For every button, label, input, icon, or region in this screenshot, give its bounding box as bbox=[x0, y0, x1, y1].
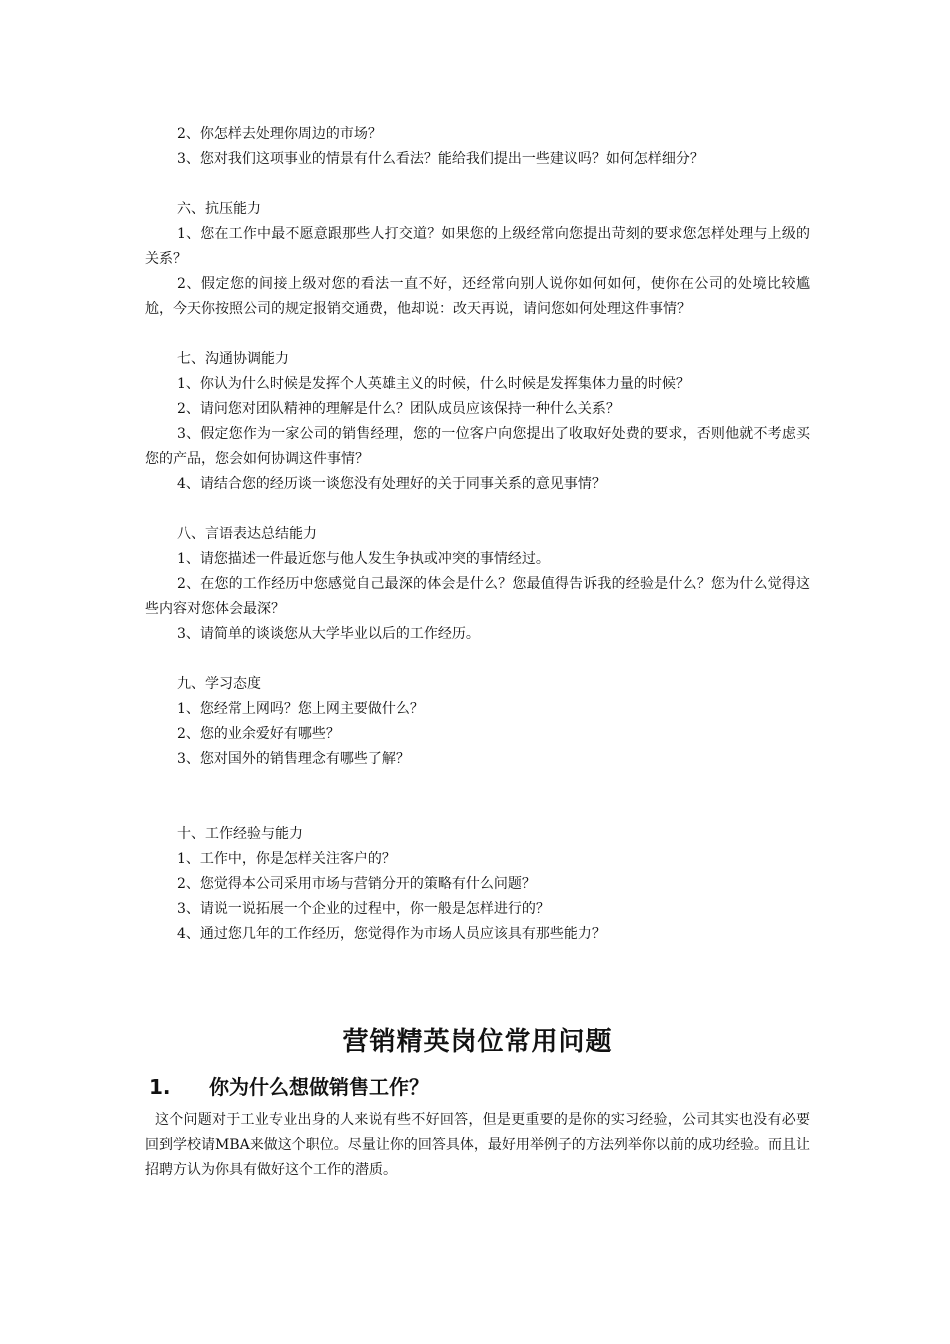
section-heading: 九、学习态度 bbox=[177, 676, 261, 692]
question-number: 1. bbox=[149, 1075, 171, 1099]
spacer bbox=[145, 772, 810, 822]
question-line: 2、假定您的间接上级对您的看法一直不好，还经常向别人说你如何如何，使你在公司的处境比较尴尬，今天你按照公司的规定报销交通费，他却说：改天再说，请问您如何处理这件事情？ bbox=[145, 276, 810, 317]
spacer bbox=[145, 497, 810, 522]
document-body bbox=[145, 122, 810, 1183]
question-line: 2、您的业余爱好有哪些？ bbox=[177, 726, 340, 742]
question-line: 3、假定您作为一家公司的销售经理，您的一位客户向您提出了收取好处费的要求，否则他就不考虑买您的产品，您会如何协调这件事情？ bbox=[145, 426, 810, 467]
question-heading bbox=[145, 1070, 810, 1104]
spacer bbox=[145, 947, 810, 1022]
section-heading: 七、沟通协调能力 bbox=[177, 351, 289, 367]
question-line: 2、在您的工作经历中您感觉自己最深的体会是什么？您最值得告诉我的经验是什么？您为什么觉得这些内容对您体会最深？ bbox=[145, 576, 810, 617]
question-line: 2、您觉得本公司采用市场与营销分开的策略有什么问题？ bbox=[177, 876, 536, 892]
question-line: 1、请您描述一件最近您与他人发生争执或冲突的事情经过。 bbox=[177, 551, 550, 567]
question-line: 3、请说一说拓展一个企业的过程中，你一般是怎样进行的？ bbox=[177, 901, 550, 917]
page-title: 营销精英岗位常用问题 bbox=[342, 1027, 613, 1057]
section-heading: 六、抗压能力 bbox=[177, 201, 261, 217]
question-line: 2、你怎样去处理你周边的市场？ bbox=[177, 126, 382, 142]
question-line: 1、您经常上网吗？您上网主要做什么？ bbox=[177, 701, 424, 717]
section-heading: 十、工作经验与能力 bbox=[177, 826, 303, 842]
question-line: 2、请问您对团队精神的理解是什么？团队成员应该保持一种什么关系？ bbox=[177, 401, 620, 417]
question-line: 3、您对国外的销售理念有哪些了解？ bbox=[177, 751, 410, 767]
section-heading: 八、言语表达总结能力 bbox=[177, 526, 317, 542]
question-heading-text: 你为什么想做销售工作？ bbox=[209, 1075, 429, 1099]
question-line: 4、请结合您的经历谈一谈您没有处理好的关于同事关系的意见事情？ bbox=[177, 476, 606, 492]
question-line: 1、工作中，你是怎样关注客户的？ bbox=[177, 851, 396, 867]
question-line: 4、通过您几年的工作经历，您觉得作为市场人员应该具有那些能力？ bbox=[177, 926, 606, 942]
answer-paragraph: 这个问题对于工业专业出身的人来说有些不好回答，但是更重要的是你的实习经验，公司其实也没有必要回到学校请MBA来做这个职位。尽量让你的回答具体，最好用举例子的方法列举你以前的成功经验。而且让招聘方认为你具有做好这个工作的潜质。 bbox=[145, 1112, 810, 1178]
question-line: 3、您对我们这项事业的情景有什么看法？能给我们提出一些建议吗？如何怎样细分？ bbox=[177, 151, 704, 167]
question-line: 1、你认为什么时候是发挥个人英雄主义的时候，什么时候是发挥集体力量的时候？ bbox=[177, 376, 690, 392]
spacer bbox=[145, 647, 810, 672]
question-line: 3、请简单的谈谈您从大学毕业以后的工作经历。 bbox=[177, 626, 480, 642]
question-line: 1、您在工作中最不愿意跟那些人打交道？如果您的上级经常向您提出苛刻的要求您怎样处理与上级的关系？ bbox=[145, 226, 810, 267]
spacer bbox=[145, 172, 810, 197]
spacer bbox=[145, 322, 810, 347]
